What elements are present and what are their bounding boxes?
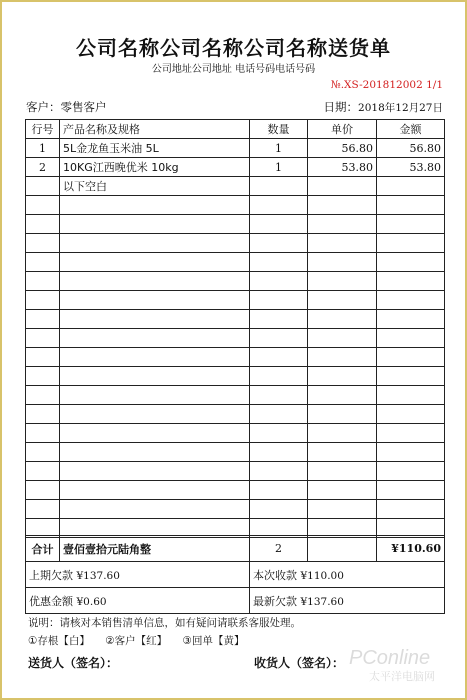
empty-cell [308, 234, 377, 253]
empty-cell [60, 196, 250, 215]
copy-customer: ②客户【红】 [105, 635, 168, 647]
empty-cell [250, 405, 308, 424]
column-header: 金额 [377, 120, 445, 139]
empty-cell [377, 215, 445, 234]
table-row [26, 177, 445, 196]
empty-cell [60, 291, 250, 310]
empty-cell [26, 234, 60, 253]
empty-cell [60, 481, 250, 500]
empty-cell [60, 272, 250, 291]
empty-cell [250, 253, 308, 272]
empty-cell [250, 386, 308, 405]
empty-cell [250, 215, 308, 234]
row-number: 2 [26, 158, 60, 177]
row-number: 1 [26, 139, 60, 158]
empty-cell [377, 291, 445, 310]
unit-price [308, 177, 377, 196]
document-number: №.XS-201812002 1/1 [330, 79, 443, 91]
payment-received-label: 本次收款 [253, 568, 297, 582]
empty-cell [308, 196, 377, 215]
empty-cell [377, 424, 445, 443]
total-empty-cell [308, 536, 377, 562]
empty-cell [60, 348, 250, 367]
items-body [26, 139, 445, 538]
empty-cell [308, 500, 377, 519]
empty-table-row [26, 348, 445, 367]
empty-cell [308, 348, 377, 367]
date-value: 2018年12月27日 [358, 102, 443, 114]
discount-label: 优惠金额 [29, 594, 73, 608]
empty-table-row [26, 405, 445, 424]
empty-cell [250, 462, 308, 481]
empty-cell [26, 481, 60, 500]
empty-cell [250, 234, 308, 253]
empty-cell [26, 367, 60, 386]
empty-cell [377, 367, 445, 386]
empty-cell [308, 443, 377, 462]
quantity: 1 [250, 158, 308, 177]
empty-cell [26, 443, 60, 462]
empty-cell [250, 424, 308, 443]
latest-due-label: 最新欠款 [253, 594, 297, 608]
empty-cell [60, 215, 250, 234]
previous-due-label: 上期欠款 [29, 568, 73, 582]
empty-cell [250, 291, 308, 310]
amount [377, 177, 445, 196]
empty-cell [60, 310, 250, 329]
empty-cell [308, 253, 377, 272]
empty-table-row [26, 310, 445, 329]
copy-receipt: ③回单【黄】 [182, 635, 245, 647]
empty-cell [60, 424, 250, 443]
empty-cell [26, 500, 60, 519]
empty-table-row [26, 424, 445, 443]
quantity [250, 177, 308, 196]
unit-price: 56.80 [308, 139, 377, 158]
empty-cell [250, 348, 308, 367]
empty-table-row [26, 234, 445, 253]
sender-signature: 送货人（签名）： [28, 656, 119, 670]
empty-table-row [26, 367, 445, 386]
empty-table-row [26, 443, 445, 462]
empty-cell [26, 329, 60, 348]
empty-table-row [26, 291, 445, 310]
pconline-watermark-logo [347, 638, 457, 686]
empty-cell [308, 405, 377, 424]
empty-cell [60, 329, 250, 348]
empty-cell [250, 443, 308, 462]
total-amount-in-words: 壹佰壹拾元陆角整 [60, 536, 250, 562]
product-name: 10KG江西晚优米 10kg [60, 158, 250, 177]
empty-cell [377, 272, 445, 291]
empty-cell [60, 386, 250, 405]
empty-cell [26, 424, 60, 443]
date-field [324, 99, 443, 115]
totals-table [25, 535, 445, 614]
empty-cell [250, 500, 308, 519]
empty-table-row [26, 386, 445, 405]
table-row [26, 139, 445, 158]
latest-due-value: ¥137.60 [300, 595, 344, 608]
balance-row [26, 588, 445, 614]
empty-cell [377, 500, 445, 519]
empty-cell [308, 462, 377, 481]
empty-cell [60, 462, 250, 481]
empty-table-row [26, 196, 445, 215]
previous-due-value: ¥137.60 [76, 569, 120, 582]
column-header: 产品名称及规格 [60, 120, 250, 139]
unit-price: 53.80 [308, 158, 377, 177]
empty-cell [308, 424, 377, 443]
empty-cell [308, 386, 377, 405]
copy-distribution [28, 633, 256, 648]
row-number [26, 177, 60, 196]
previous-due-cell [26, 562, 250, 588]
empty-cell [308, 329, 377, 348]
date-label: 日期： [323, 100, 359, 114]
empty-table-row [26, 462, 445, 481]
empty-cell [377, 234, 445, 253]
empty-cell [308, 367, 377, 386]
empty-cell [250, 481, 308, 500]
empty-cell [60, 500, 250, 519]
copy-stub: ①存根【白】 [28, 635, 90, 647]
empty-cell [377, 405, 445, 424]
empty-table-row [26, 215, 445, 234]
empty-cell [250, 367, 308, 386]
payment-received-cell [250, 562, 445, 588]
empty-cell [308, 310, 377, 329]
quantity: 1 [250, 139, 308, 158]
company-address-line: 公司地址公司地址 电话号码电话号码 [151, 64, 316, 75]
discount-cell [26, 588, 250, 614]
empty-cell [377, 443, 445, 462]
empty-cell [308, 272, 377, 291]
customer-field: 客户：零售客户 [26, 100, 107, 114]
empty-cell [308, 215, 377, 234]
receiver-signature: 收货人（签名）： [254, 656, 345, 670]
empty-cell [377, 329, 445, 348]
empty-table-row [26, 329, 445, 348]
footer-note: 说明：请核对本销售清单信息，如有疑问请联系客服处理。 [28, 617, 301, 629]
balance-row [26, 562, 445, 588]
empty-cell [250, 196, 308, 215]
empty-cell [250, 272, 308, 291]
empty-cell [377, 386, 445, 405]
empty-cell [250, 310, 308, 329]
items-table [25, 119, 445, 538]
total-quantity: 2 [250, 536, 308, 562]
empty-cell [377, 310, 445, 329]
empty-cell [60, 234, 250, 253]
total-label: 合计 [26, 536, 60, 562]
empty-cell [308, 291, 377, 310]
amount: 53.80 [377, 158, 445, 177]
empty-cell [60, 443, 250, 462]
empty-cell [26, 215, 60, 234]
empty-cell [377, 462, 445, 481]
empty-cell [60, 367, 250, 386]
empty-cell [250, 329, 308, 348]
total-row [26, 536, 445, 562]
watermark-sub: 太平洋电脑网 [369, 670, 435, 683]
empty-cell [26, 272, 60, 291]
column-header: 单价 [308, 120, 377, 139]
product-name: 5L金龙鱼玉米油 5L [60, 139, 250, 158]
discount-value: ¥0.60 [76, 595, 107, 608]
product-name: 以下空白 [60, 177, 250, 196]
empty-table-row [26, 500, 445, 519]
column-header: 数量 [250, 120, 308, 139]
empty-cell [60, 405, 250, 424]
watermark-brand: PConline [349, 647, 431, 669]
table-row [26, 158, 445, 177]
empty-cell [377, 196, 445, 215]
empty-cell [377, 481, 445, 500]
empty-table-row [26, 481, 445, 500]
empty-table-row [26, 272, 445, 291]
empty-cell [26, 348, 60, 367]
empty-cell [26, 462, 60, 481]
empty-cell [26, 253, 60, 272]
empty-cell [26, 196, 60, 215]
empty-cell [377, 253, 445, 272]
empty-cell [26, 405, 60, 424]
latest-due-cell [250, 588, 445, 614]
payment-received-value: ¥110.00 [300, 569, 344, 582]
column-header: 行号 [26, 120, 60, 139]
table-header-row [26, 120, 445, 139]
total-amount: ¥110.60 [377, 536, 445, 562]
empty-cell [26, 386, 60, 405]
amount: 56.80 [377, 139, 445, 158]
empty-cell [308, 481, 377, 500]
empty-table-row [26, 253, 445, 272]
empty-cell [60, 253, 250, 272]
empty-cell [26, 310, 60, 329]
empty-cell [26, 291, 60, 310]
empty-cell [377, 348, 445, 367]
document-title: 公司名称公司名称公司名称送货单 [76, 36, 391, 60]
